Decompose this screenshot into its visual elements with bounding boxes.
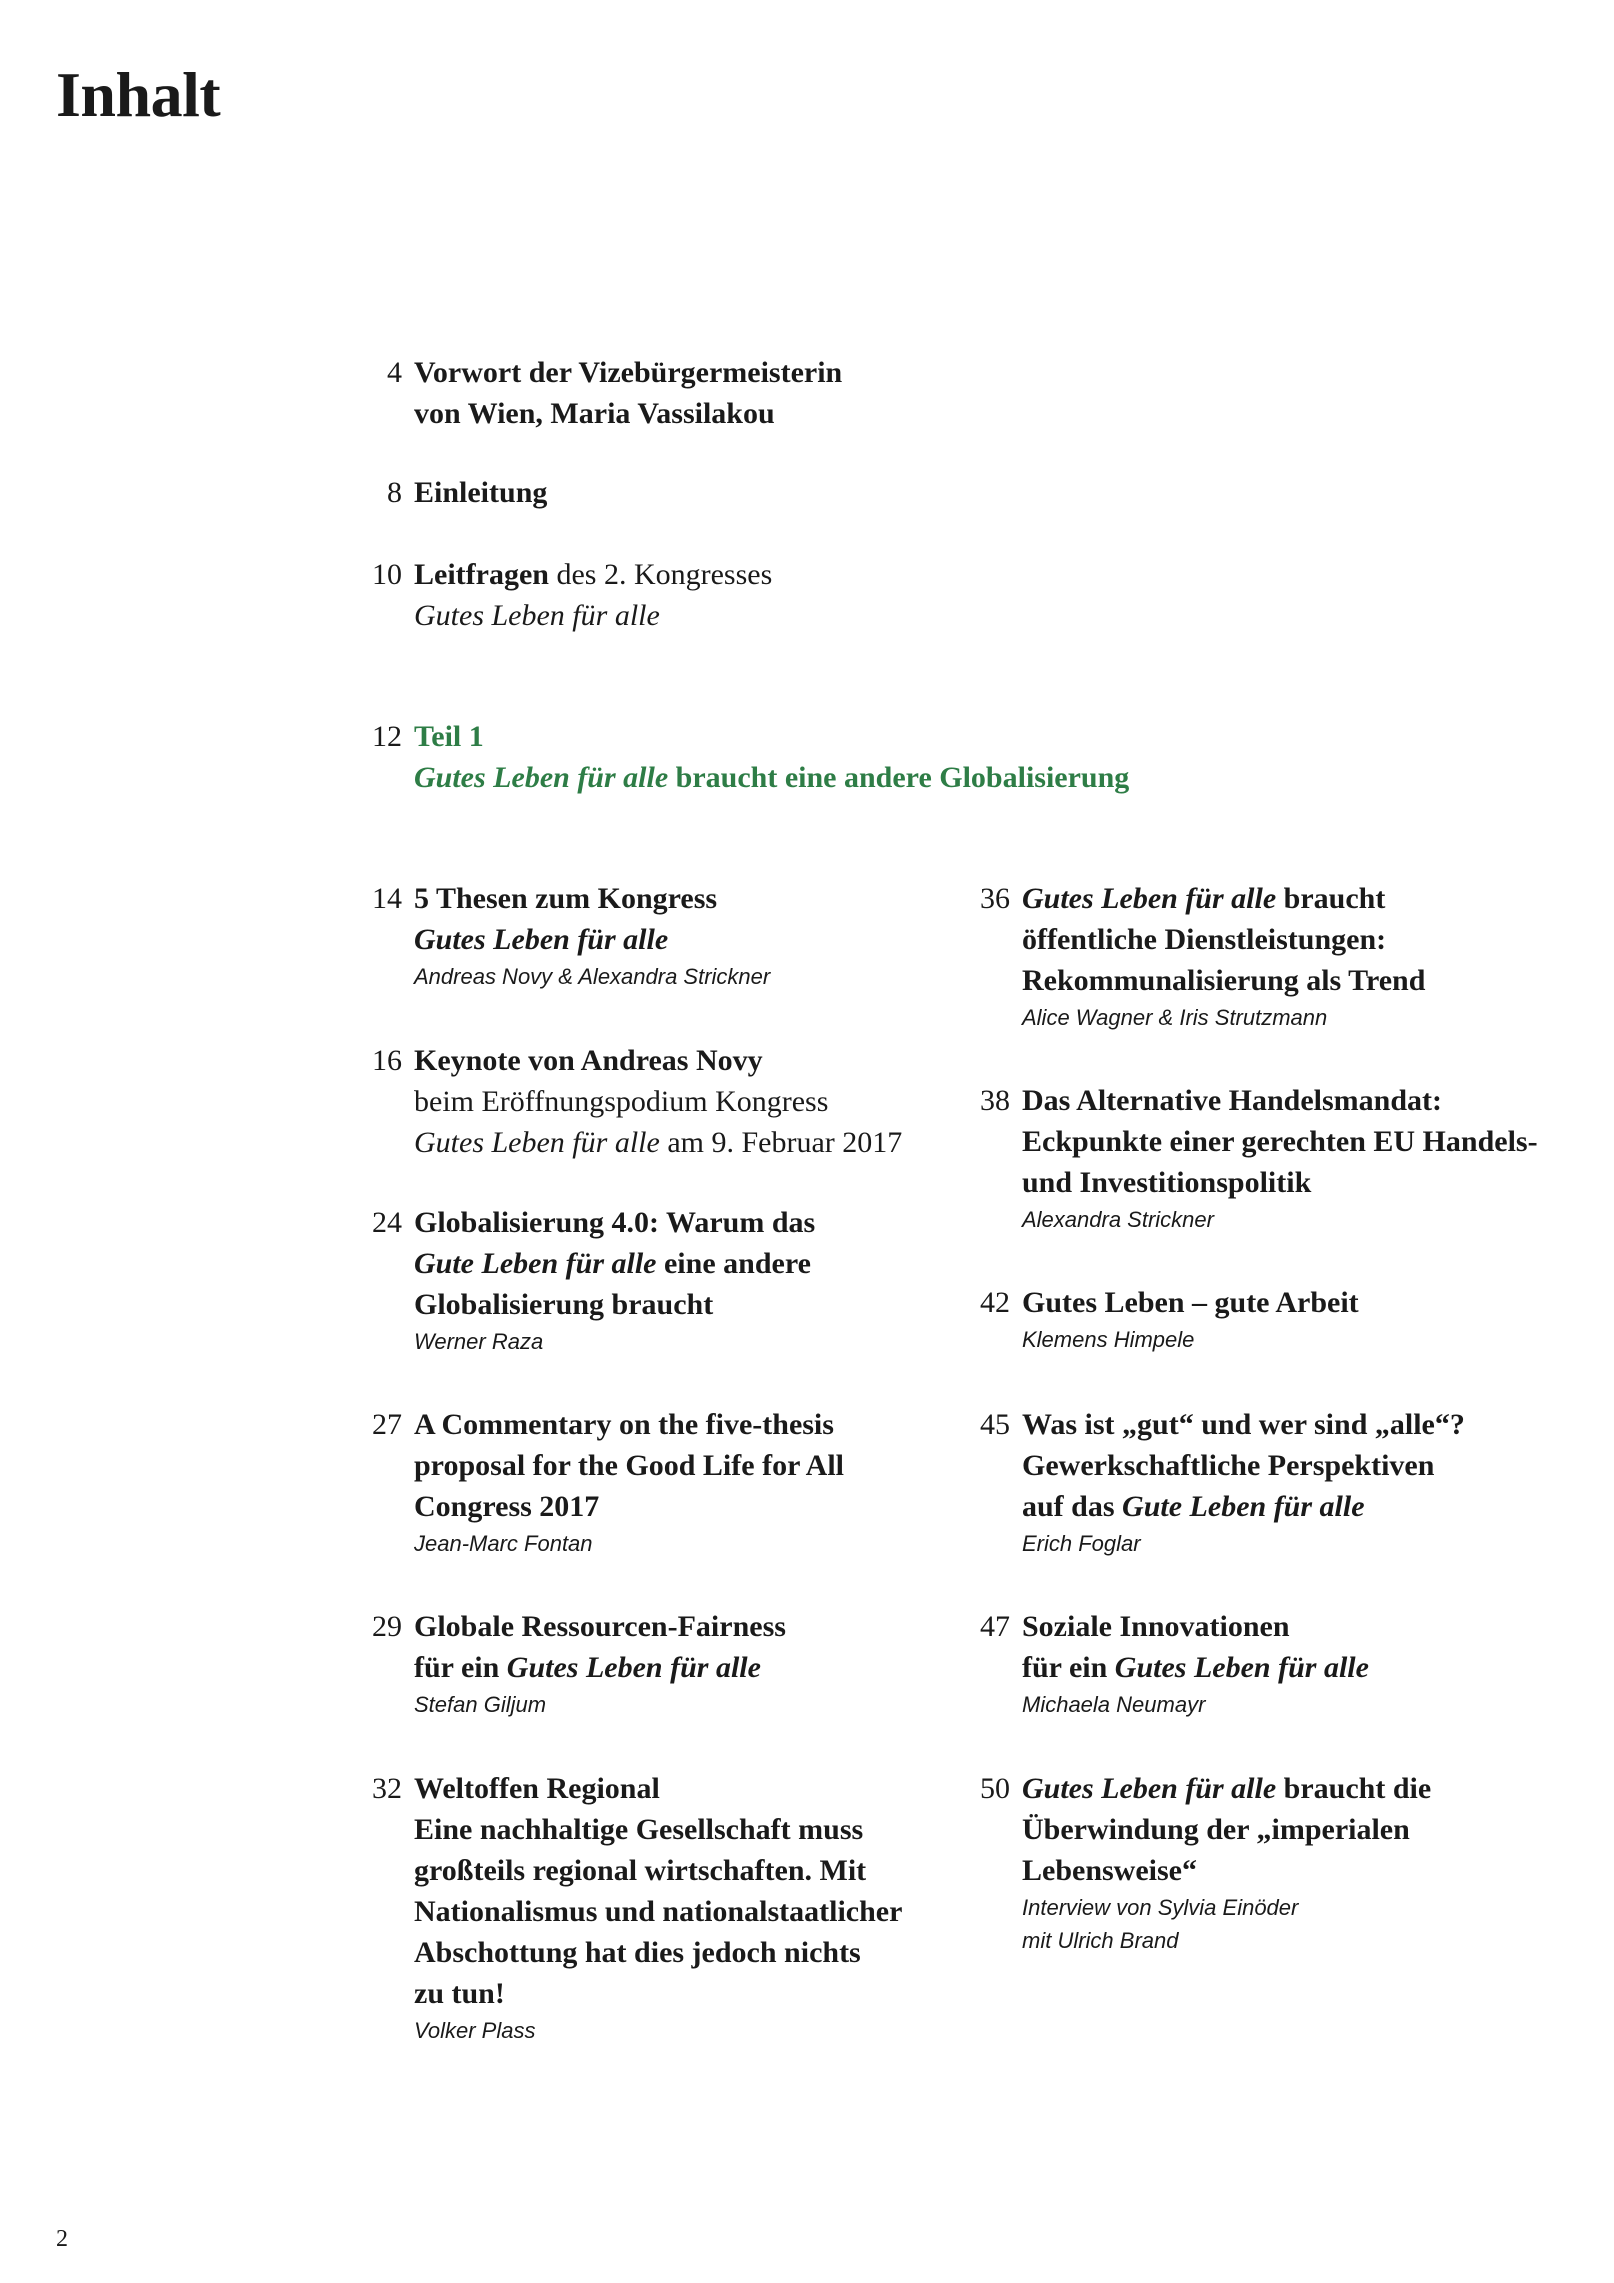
entry-title: Globalisierung 4.0: Warum das — [414, 1206, 816, 1239]
entry-title: Gutes Leben für alle — [414, 923, 669, 956]
entry-title: braucht die — [1276, 1772, 1432, 1805]
entry-author: Andreas Novy & Alexandra Strickner — [414, 964, 771, 989]
entry-title: Einleitung — [414, 476, 548, 509]
page-number: 8 — [387, 476, 402, 509]
page-number: 10 — [372, 558, 402, 591]
entry-title: Weltoffen Regional — [414, 1772, 660, 1805]
entry-title-italic: Gute Leben für alle — [1122, 1490, 1365, 1523]
toc-entry-keynote[interactable] — [372, 1040, 903, 1163]
entry-title: Globale Ressourcen-Fairness — [414, 1610, 786, 1643]
page-number: 4 — [387, 356, 402, 389]
entry-title: Was ist „gut“ und wer sind „alle“? — [1022, 1408, 1465, 1441]
entry-title: großteils regional wirtschaften. Mit — [414, 1854, 867, 1887]
page-number: 47 — [980, 1610, 1010, 1643]
entry-title: Leitfragen — [414, 558, 549, 591]
entry-title: zu tun! — [414, 1977, 505, 2010]
entry-title: Nationalismus und nationalstaatlicher — [414, 1895, 903, 1928]
entry-subtitle: am 9. Februar 2017 — [659, 1126, 903, 1159]
entry-author: Klemens Himpele — [1022, 1327, 1195, 1352]
entry-author: Werner Raza — [414, 1329, 544, 1354]
toc-entry-commentary[interactable] — [372, 1404, 845, 1560]
page-number: 50 — [980, 1772, 1010, 1805]
entry-title: Vorwort der Vizebürgermeisterin — [414, 356, 843, 389]
entry-title: und Investitionspolitik — [1022, 1166, 1312, 1199]
entry-title: 5 Thesen zum Kongress — [414, 882, 718, 915]
page-number: 16 — [372, 1044, 402, 1077]
entry-author: Volker Plass — [414, 2018, 536, 2043]
page-number: 27 — [372, 1408, 402, 1441]
part-subtitle-italic: Gutes Leben für alle — [414, 761, 669, 794]
entry-author: Erich Foglar — [1022, 1531, 1141, 1556]
toc-entry-dienstleistungen[interactable] — [980, 878, 1426, 1034]
entry-title: für ein — [1022, 1651, 1115, 1684]
entry-title: proposal for the Good Life for All — [414, 1449, 845, 1482]
toc-entry-innovationen[interactable] — [980, 1606, 1369, 1721]
page-number: 12 — [372, 720, 402, 753]
page-number: 38 — [980, 1084, 1010, 1117]
entry-title: Eine nachhaltige Gesellschaft muss — [414, 1813, 864, 1846]
entry-title: Congress 2017 — [414, 1490, 600, 1523]
entry-title-rest: des 2. Kongresses — [548, 558, 773, 591]
entry-title: braucht — [1276, 882, 1386, 915]
entry-subtitle-italic: Gutes Leben für alle — [414, 1126, 660, 1159]
toc-entry-thesen[interactable] — [372, 878, 771, 993]
entry-title-italic: Gute Leben für alle — [414, 1247, 657, 1280]
part-label: Teil 1 — [414, 720, 484, 753]
page-number: 14 — [372, 882, 402, 915]
entry-title-italic: Gutes Leben für alle — [506, 1651, 761, 1684]
toc-entry-ressourcen[interactable] — [372, 1606, 786, 1721]
toc-entry-vorwort[interactable] — [387, 352, 843, 434]
toc-entry-handelsmandat[interactable] — [980, 1080, 1538, 1236]
toc-entry-einleitung[interactable] — [387, 472, 548, 513]
entry-author: Stefan Giljum — [414, 1692, 547, 1717]
toc-entry-imperiale-lebensweise[interactable] — [980, 1768, 1432, 1957]
toc-entry-gute-arbeit[interactable] — [980, 1282, 1359, 1356]
page-number: 45 — [980, 1408, 1010, 1441]
entry-title: Rekommunalisierung als Trend — [1022, 964, 1426, 997]
toc-entry-weltoffen[interactable] — [372, 1768, 903, 2047]
entry-title: auf das — [1022, 1490, 1123, 1523]
toc-entry-leitfragen[interactable] — [372, 554, 773, 636]
entry-title: öffentliche Dienstleistungen: — [1022, 923, 1387, 956]
entry-title: für ein — [414, 1651, 507, 1684]
page-number: 32 — [372, 1772, 402, 1805]
entry-author: Jean-Marc Fontan — [414, 1531, 593, 1556]
entry-subtitle: Gutes Leben für alle — [414, 599, 660, 632]
entry-title: Gewerkschaftliche Perspektiven — [1022, 1449, 1435, 1482]
entry-title: Das Alternative Handelsmandat: — [1022, 1084, 1442, 1117]
part-subtitle: braucht eine andere Globalisierung — [668, 761, 1130, 794]
entry-author: mit Ulrich Brand — [1022, 1928, 1179, 1953]
toc-entry-gewerkschaft[interactable] — [980, 1404, 1465, 1560]
entry-title: eine andere — [656, 1247, 811, 1280]
page-number: 36 — [980, 882, 1010, 915]
entry-author: Alice Wagner & Iris Strutzmann — [1022, 1005, 1328, 1030]
entry-author: Alexandra Strickner — [1022, 1207, 1214, 1232]
entry-title: Gutes Leben – gute Arbeit — [1022, 1286, 1359, 1319]
entry-title: Lebensweise“ — [1022, 1854, 1197, 1887]
entry-title: Eckpunkte einer gerechten EU Handels- — [1022, 1125, 1538, 1158]
toc-entry-globalisierung[interactable] — [372, 1202, 816, 1358]
entry-title: Soziale Innovationen — [1022, 1610, 1290, 1643]
page-number: 42 — [980, 1286, 1010, 1319]
entry-title: Globalisierung braucht — [414, 1288, 714, 1321]
entry-title-italic: Gutes Leben für alle — [1022, 1772, 1277, 1805]
entry-title: A Commentary on the five-thesis — [414, 1408, 834, 1441]
entry-title: von Wien, Maria Vassilakou — [414, 397, 775, 430]
page-title: Inhalt — [56, 59, 221, 130]
entry-title: Abschottung hat dies jedoch nichts — [414, 1936, 861, 1969]
entry-author: Michaela Neumayr — [1022, 1692, 1206, 1717]
page-number-footer: 2 — [56, 2226, 68, 2252]
page-number: 24 — [372, 1206, 402, 1239]
entry-title: Überwindung der „imperialen — [1022, 1813, 1410, 1846]
toc-part-1[interactable] — [372, 716, 1130, 798]
entry-author: Interview von Sylvia Einöder — [1022, 1895, 1299, 1920]
entry-title: Keynote von Andreas Novy — [414, 1044, 763, 1077]
entry-title-italic: Gutes Leben für alle — [1114, 1651, 1369, 1684]
entry-title-italic: Gutes Leben für alle — [1022, 882, 1277, 915]
page-number: 29 — [372, 1610, 402, 1643]
entry-subtitle: beim Eröffnungspodium Kongress — [414, 1085, 829, 1118]
